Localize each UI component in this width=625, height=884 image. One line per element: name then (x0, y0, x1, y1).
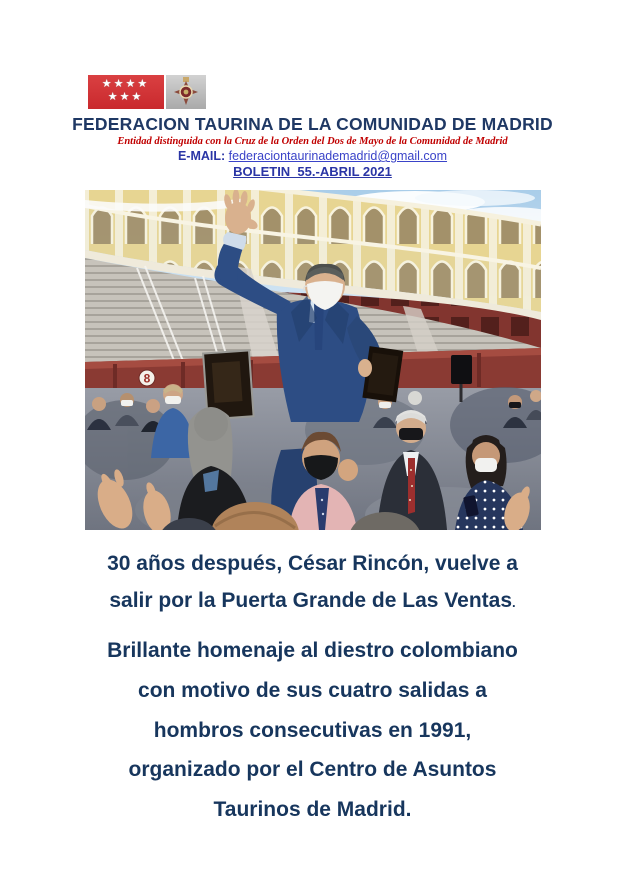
email-link[interactable]: federaciontaurinademadrid@gmail.com (228, 149, 448, 163)
headline (40, 545, 585, 620)
logo-row (85, 74, 541, 109)
subheadline-line-5: Taurinos de Madrid. (213, 798, 412, 822)
headline-line-1: 30 años después, César Rincón, vuelve a (107, 552, 518, 575)
email-line (0, 149, 625, 163)
subheadline-line-1: Brillante homenaje al diestro colombiano (107, 638, 518, 662)
bulletin-title: BOLETIN 55.-ABRIL 2021 (233, 164, 392, 179)
flag-stars-top: ★★★★ (101, 78, 150, 90)
headline-line-2: salir por la Puerta Grande de Las Ventas (109, 589, 513, 613)
flag-stars-bottom: ★★★ (107, 91, 144, 103)
subheadline-line-2: con motivo de sus cuatro salidas a (138, 678, 487, 702)
subheadline (40, 631, 585, 830)
masthead (0, 0, 625, 181)
headline-period: . (512, 595, 516, 611)
madrid-flag-icon (88, 75, 164, 109)
cover-photo (85, 190, 541, 530)
federation-logo (88, 75, 206, 109)
subheadline-line-4: organizado por el Centro de Asuntos (128, 758, 497, 782)
distinction-line: Entidad distinguida con la Cruz de la Orden del Dos de Mayo de la Comunidad de Madrid (117, 136, 508, 147)
email-label: E-MAIL: (177, 149, 226, 163)
org-title: FEDERACION TAURINA DE LA COMUNIDAD DE MADRID (72, 114, 553, 134)
barrera-number: 8 (143, 371, 150, 386)
cruz-medal-icon (166, 75, 206, 109)
subheadline-line-3: hombros consecutivas en 1991, (153, 718, 472, 742)
